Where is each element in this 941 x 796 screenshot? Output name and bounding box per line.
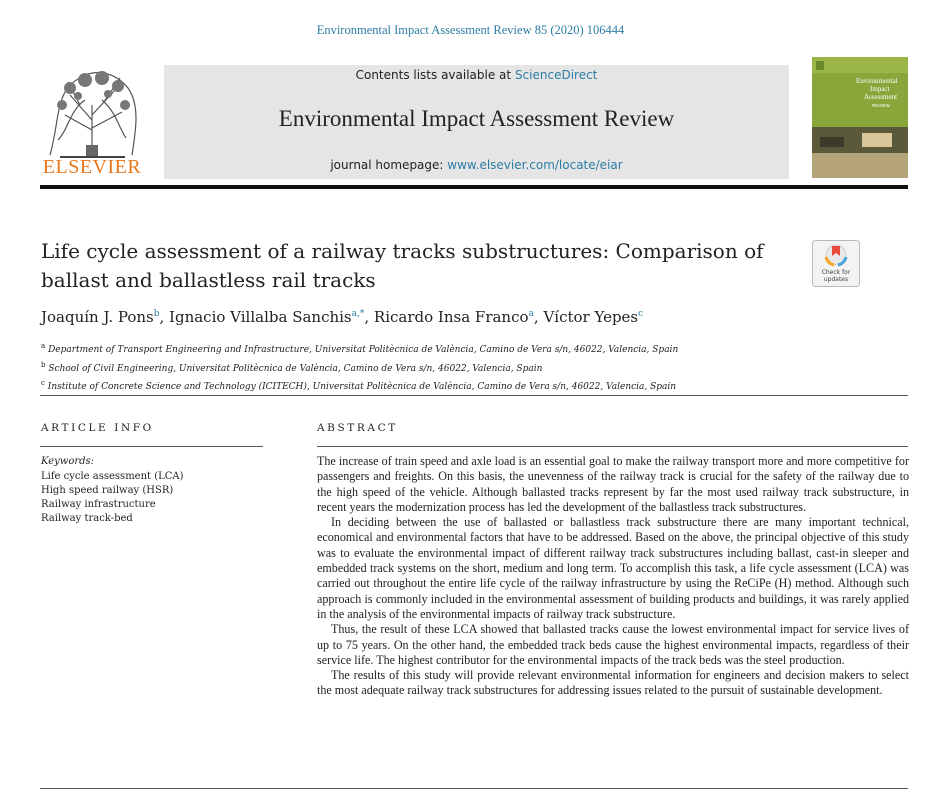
author-affil-ref[interactable]: a,*	[351, 309, 365, 319]
keyword-item: Life cycle assessment (LCA)	[41, 471, 184, 482]
contents-available	[164, 68, 789, 82]
abstract-rule	[317, 446, 908, 447]
header-rule	[40, 185, 908, 189]
homepage-link[interactable]: www.elsevier.com/locate/eiar	[447, 158, 623, 172]
author-name[interactable]: Ignacio Villalba Sanchis	[169, 308, 352, 326]
cover-line-2: Impact	[870, 85, 890, 93]
journal-header-box	[164, 65, 789, 179]
author-list	[41, 308, 643, 326]
affiliation-item	[41, 339, 678, 358]
bottom-rule	[40, 788, 908, 789]
affiliation-key: a	[41, 342, 46, 350]
author-affil-ref[interactable]: b	[153, 309, 160, 319]
author-name[interactable]: Ricardo Insa Franco	[373, 308, 529, 326]
cover-line-4: REVIEW	[872, 103, 890, 108]
author-separator: ,	[364, 308, 374, 326]
keyword-item: Railway infrastructure	[41, 499, 156, 510]
keyword-item: Railway track-bed	[41, 513, 133, 524]
abstract-heading: ABSTRACT	[317, 422, 398, 434]
keywords-label: Keywords:	[41, 456, 95, 467]
affiliation-text: Department of Transport Engineering and Infrastructure, Universitat Politècnica de València, Camino de Vera s/n, 46022, Valencia, Spain	[48, 345, 679, 355]
journal-cover-thumbnail[interactable]	[812, 57, 908, 178]
author-affil-ref[interactable]: c	[638, 309, 644, 319]
author-name[interactable]: Víctor Yepes	[543, 308, 639, 326]
affiliation-key: b	[41, 360, 46, 369]
keywords-list	[41, 470, 184, 526]
sciencedirect-link[interactable]: ScienceDirect	[514, 68, 598, 82]
author-name[interactable]: Joaquín J. Pons	[41, 308, 154, 326]
abstract-paragraph: Thus, the result of these LCA showed that ballasted tracks cause the lowest environmental impact for service lives of up to 75 years. On the other hand, the embedded track beds cause the highest environmental impacts, regardless of their service life. The highest contributor for the environmental impacts of the track beds was the steel production.	[317, 622, 909, 667]
affiliation-list	[41, 339, 678, 395]
homepage-prefix: journal homepage:	[330, 158, 448, 172]
check-for-updates-badge[interactable]	[812, 240, 860, 287]
affiliation-key: c	[41, 379, 45, 387]
section-divider	[40, 395, 908, 396]
author-separator: ,	[159, 308, 170, 326]
abstract-paragraph: The increase of train speed and axle load is an essential goal to make the railway transport more and more competitive for passengers and freights. On this basis, the unevenness of the railway track is crucial for the safety of the railway due to the high speed of the vehicle. Although ballasted tracks represent by far the most used railway track substructure, in recent years the modernization process has led the development of the ballastless track substructures.	[317, 454, 909, 514]
elsevier-wordmark: ELSEVIER	[42, 156, 142, 178]
journal-citation[interactable]: Environmental Impact Assessment Review 85 (2020) 106444	[316, 23, 625, 37]
affiliation-text: School of Civil Engineering, Universitat Politècnica de València, Camino de Vera s/n, 46022, Valencia, Spain	[48, 363, 543, 374]
contents-prefix: Contents lists available at	[355, 68, 515, 82]
abstract-body	[317, 454, 909, 699]
cover-line-1: Environmental	[856, 77, 898, 85]
author-affil-ref[interactable]: a	[528, 309, 534, 319]
affiliation-text: Institute of Concrete Science and Technology (ICITECH), Universitat Politècnica de València, Camino de Vera s/n, 46022, Valencia, Spain	[47, 382, 677, 392]
check-for-text: Check for	[821, 269, 851, 276]
cover-line-3: Assessment	[864, 93, 898, 101]
journal-title: Environmental Impact Assessment Review	[278, 106, 675, 131]
abstract-paragraph: In deciding between the use of ballasted or ballastless track substructure there are many important technical, economical and environmental factors that have to be addressed. Based on the above, the principal objective of this study was to evaluate the environmental impact of different railway track substructures including ballast, cast-in sleeper and embedded track systems on the short, medium and long term. To accomplish this task, a life cycle assessment (LCA) was carried out throughout the entire life cycle of the railway infrastructure by using the ReCiPe (H) method. Although such approach is commonly included in the environmental assessment of building products and buildings, it was rarely applied in the analysis of the environmental impacts of railway track substructure.	[317, 515, 909, 621]
article-info-rule	[40, 446, 263, 447]
abstract-paragraph: The results of this study will provide relevant environmental information for engineers and decision makers to select the most adequate railway track substructures for addressing issues related to the pursuit of sustainable development.	[317, 668, 909, 698]
article-title: Life cycle assessment of a railway tracks substructures: Comparison of ballast and ballastless rail tracks	[41, 239, 764, 292]
author-separator: ,	[533, 308, 544, 326]
keyword-item: High speed railway (HSR)	[41, 485, 174, 496]
article-info-heading: ARTICLE INFO	[41, 422, 154, 434]
journal-homepage	[164, 158, 789, 172]
affiliation-item	[41, 376, 678, 395]
updates-text: updates	[823, 276, 849, 283]
affiliation-item	[41, 358, 678, 377]
